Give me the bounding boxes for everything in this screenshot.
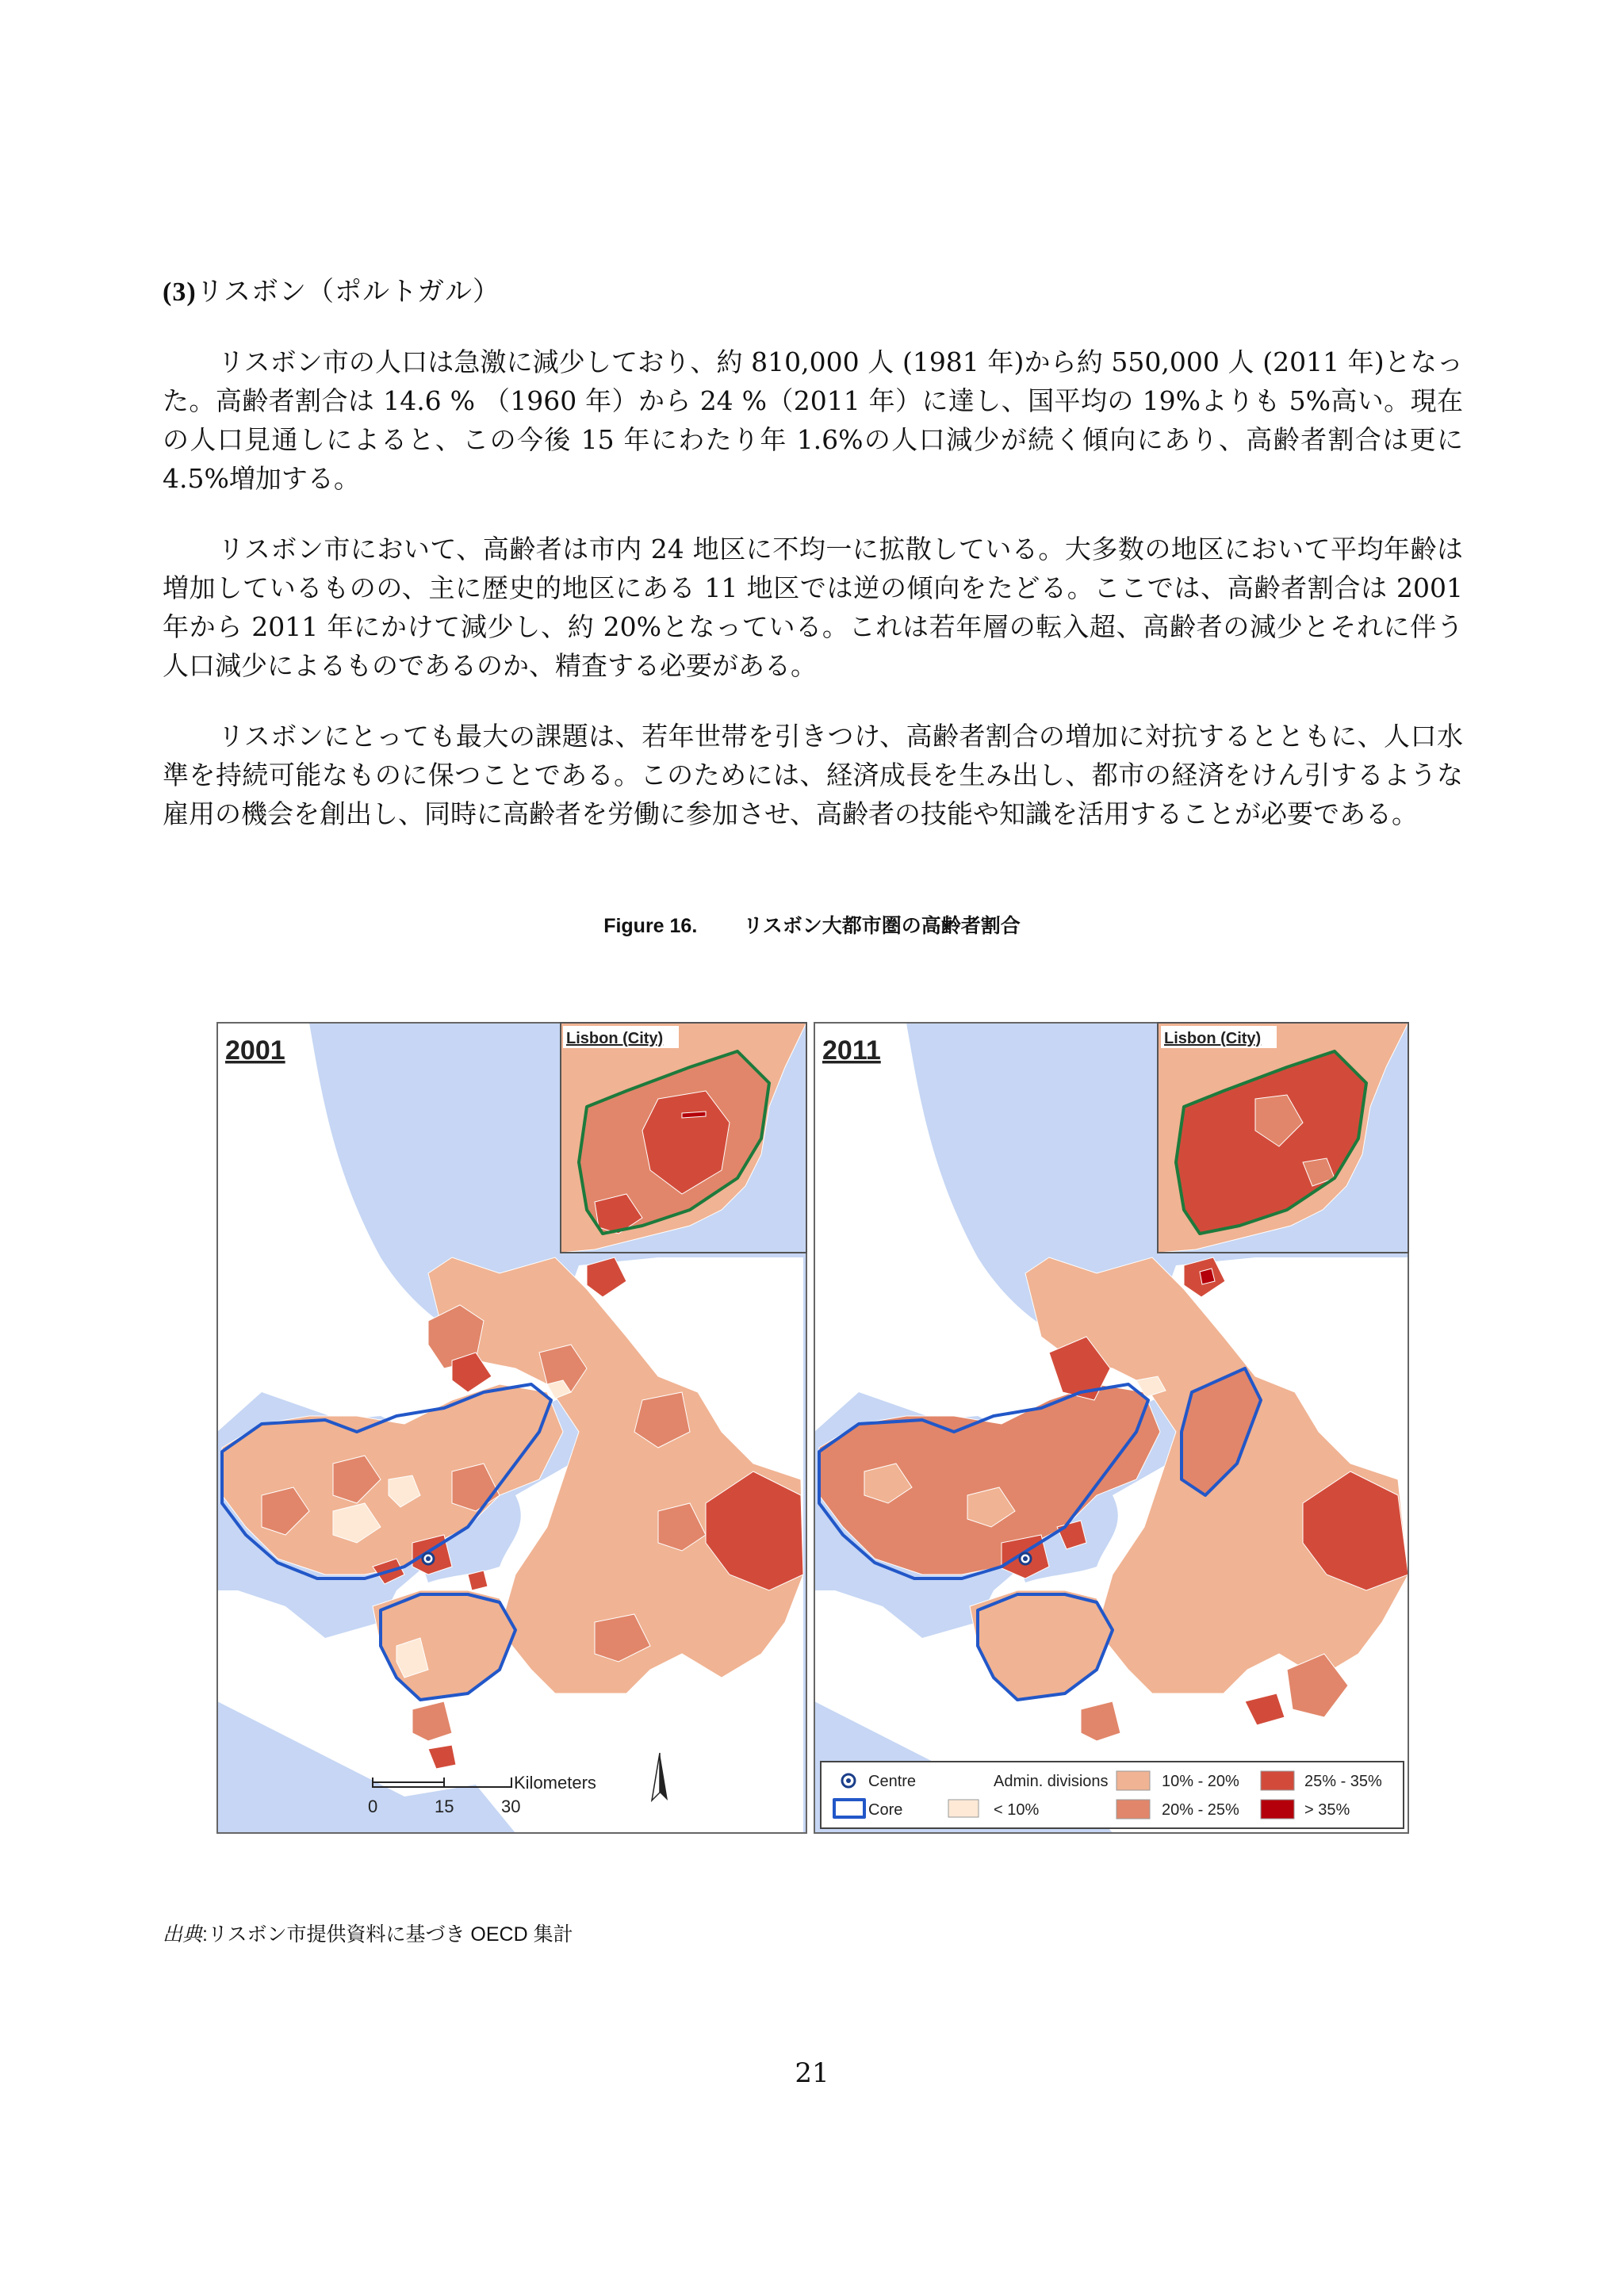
figure-maps: [214, 1020, 1411, 1836]
section-number: (3): [163, 277, 197, 307]
scale-unit: Kilometers: [514, 1773, 596, 1793]
legend-class-10-20: 10% - 20%: [1162, 1773, 1239, 1790]
scale-tick-30: 30: [501, 1797, 521, 1816]
legend-core-label: Core: [868, 1801, 903, 1819]
legend-class-20-25: 20% - 25%: [1162, 1801, 1239, 1819]
map-year-2011: 2011: [822, 1035, 881, 1066]
paragraph-3: リスボンにとっても最大の課題は、若年世帯を引きつけ、高齢者割合の増加に対抗するとともに、人口水準を持続可能なものに保つことである。このためには、経済成長を生み出し、都市の経済をけん引するような雇用の機会を創出し、同時に高齢者を労働に参加させ、高齢者の技能や知識を活用することが必要である。: [163, 721, 1463, 829]
source-label: 出典: [163, 1923, 203, 1946]
section-heading: [163, 270, 500, 308]
figure-label: Figure 16.: [603, 915, 698, 937]
legend-centre-label: Centre: [868, 1773, 917, 1790]
figure-title: リスボン大都市圏の高齢者割合: [743, 915, 1021, 937]
map-year-2001: 2001: [225, 1035, 285, 1066]
legend-class-lt10: < 10%: [994, 1801, 1040, 1819]
map-legend: [821, 1762, 1404, 1828]
scale-tick-0: 0: [368, 1797, 378, 1816]
source-text: :リスボン市提供資料に基づき OECD 集計: [202, 1923, 573, 1946]
legend-class-25-35: 25% - 35%: [1304, 1773, 1382, 1790]
page-number: 21: [795, 2057, 829, 2089]
legend-admin-label: Admin. divisions: [994, 1773, 1109, 1790]
map-2011: [814, 1023, 1408, 1833]
paragraph-1: リスボン市の人口は急激に減少しており、約 810,000 人 (1981 年)から約 550,000 人 (2011 年)となった。高齢者割合は 14.6 % （1960 年）から 24 %（2011 年）に達し、国平均の 19%よりも 5%高い。現在の人口見通しによると、この今後 15 年にわたり年 1.6%の人口減少が続く傾向にあり、高齢者割合は更に 4.5%増加する。: [163, 346, 1463, 494]
inset-label-2011: Lisbon (City): [1164, 1030, 1262, 1047]
map-2001: [217, 1023, 806, 1833]
source-note: [163, 1919, 573, 1947]
figure-caption: [0, 910, 1624, 939]
inset-label-2001: Lisbon (City): [566, 1030, 664, 1047]
paragraph-2: リスボン市において、高齢者は市内 24 地区に不均一に拡散している。大多数の地区において平均年齢は増加しているものの、主に歴史的地区にある 11 地区では逆の傾向をたどる。ここでは、高齢者割合は 2001 年から 2011 年にかけて減少し、約 20%となっている。これは若年層の転入超、高齢者の減少とそれに伴う人口減少によるものであるのか、精査する必要がある。: [163, 534, 1463, 681]
legend-class-gt35: > 35%: [1304, 1801, 1350, 1819]
scale-tick-15: 15: [435, 1797, 454, 1816]
section-title: リスボン（ポルトガル）: [196, 276, 500, 308]
